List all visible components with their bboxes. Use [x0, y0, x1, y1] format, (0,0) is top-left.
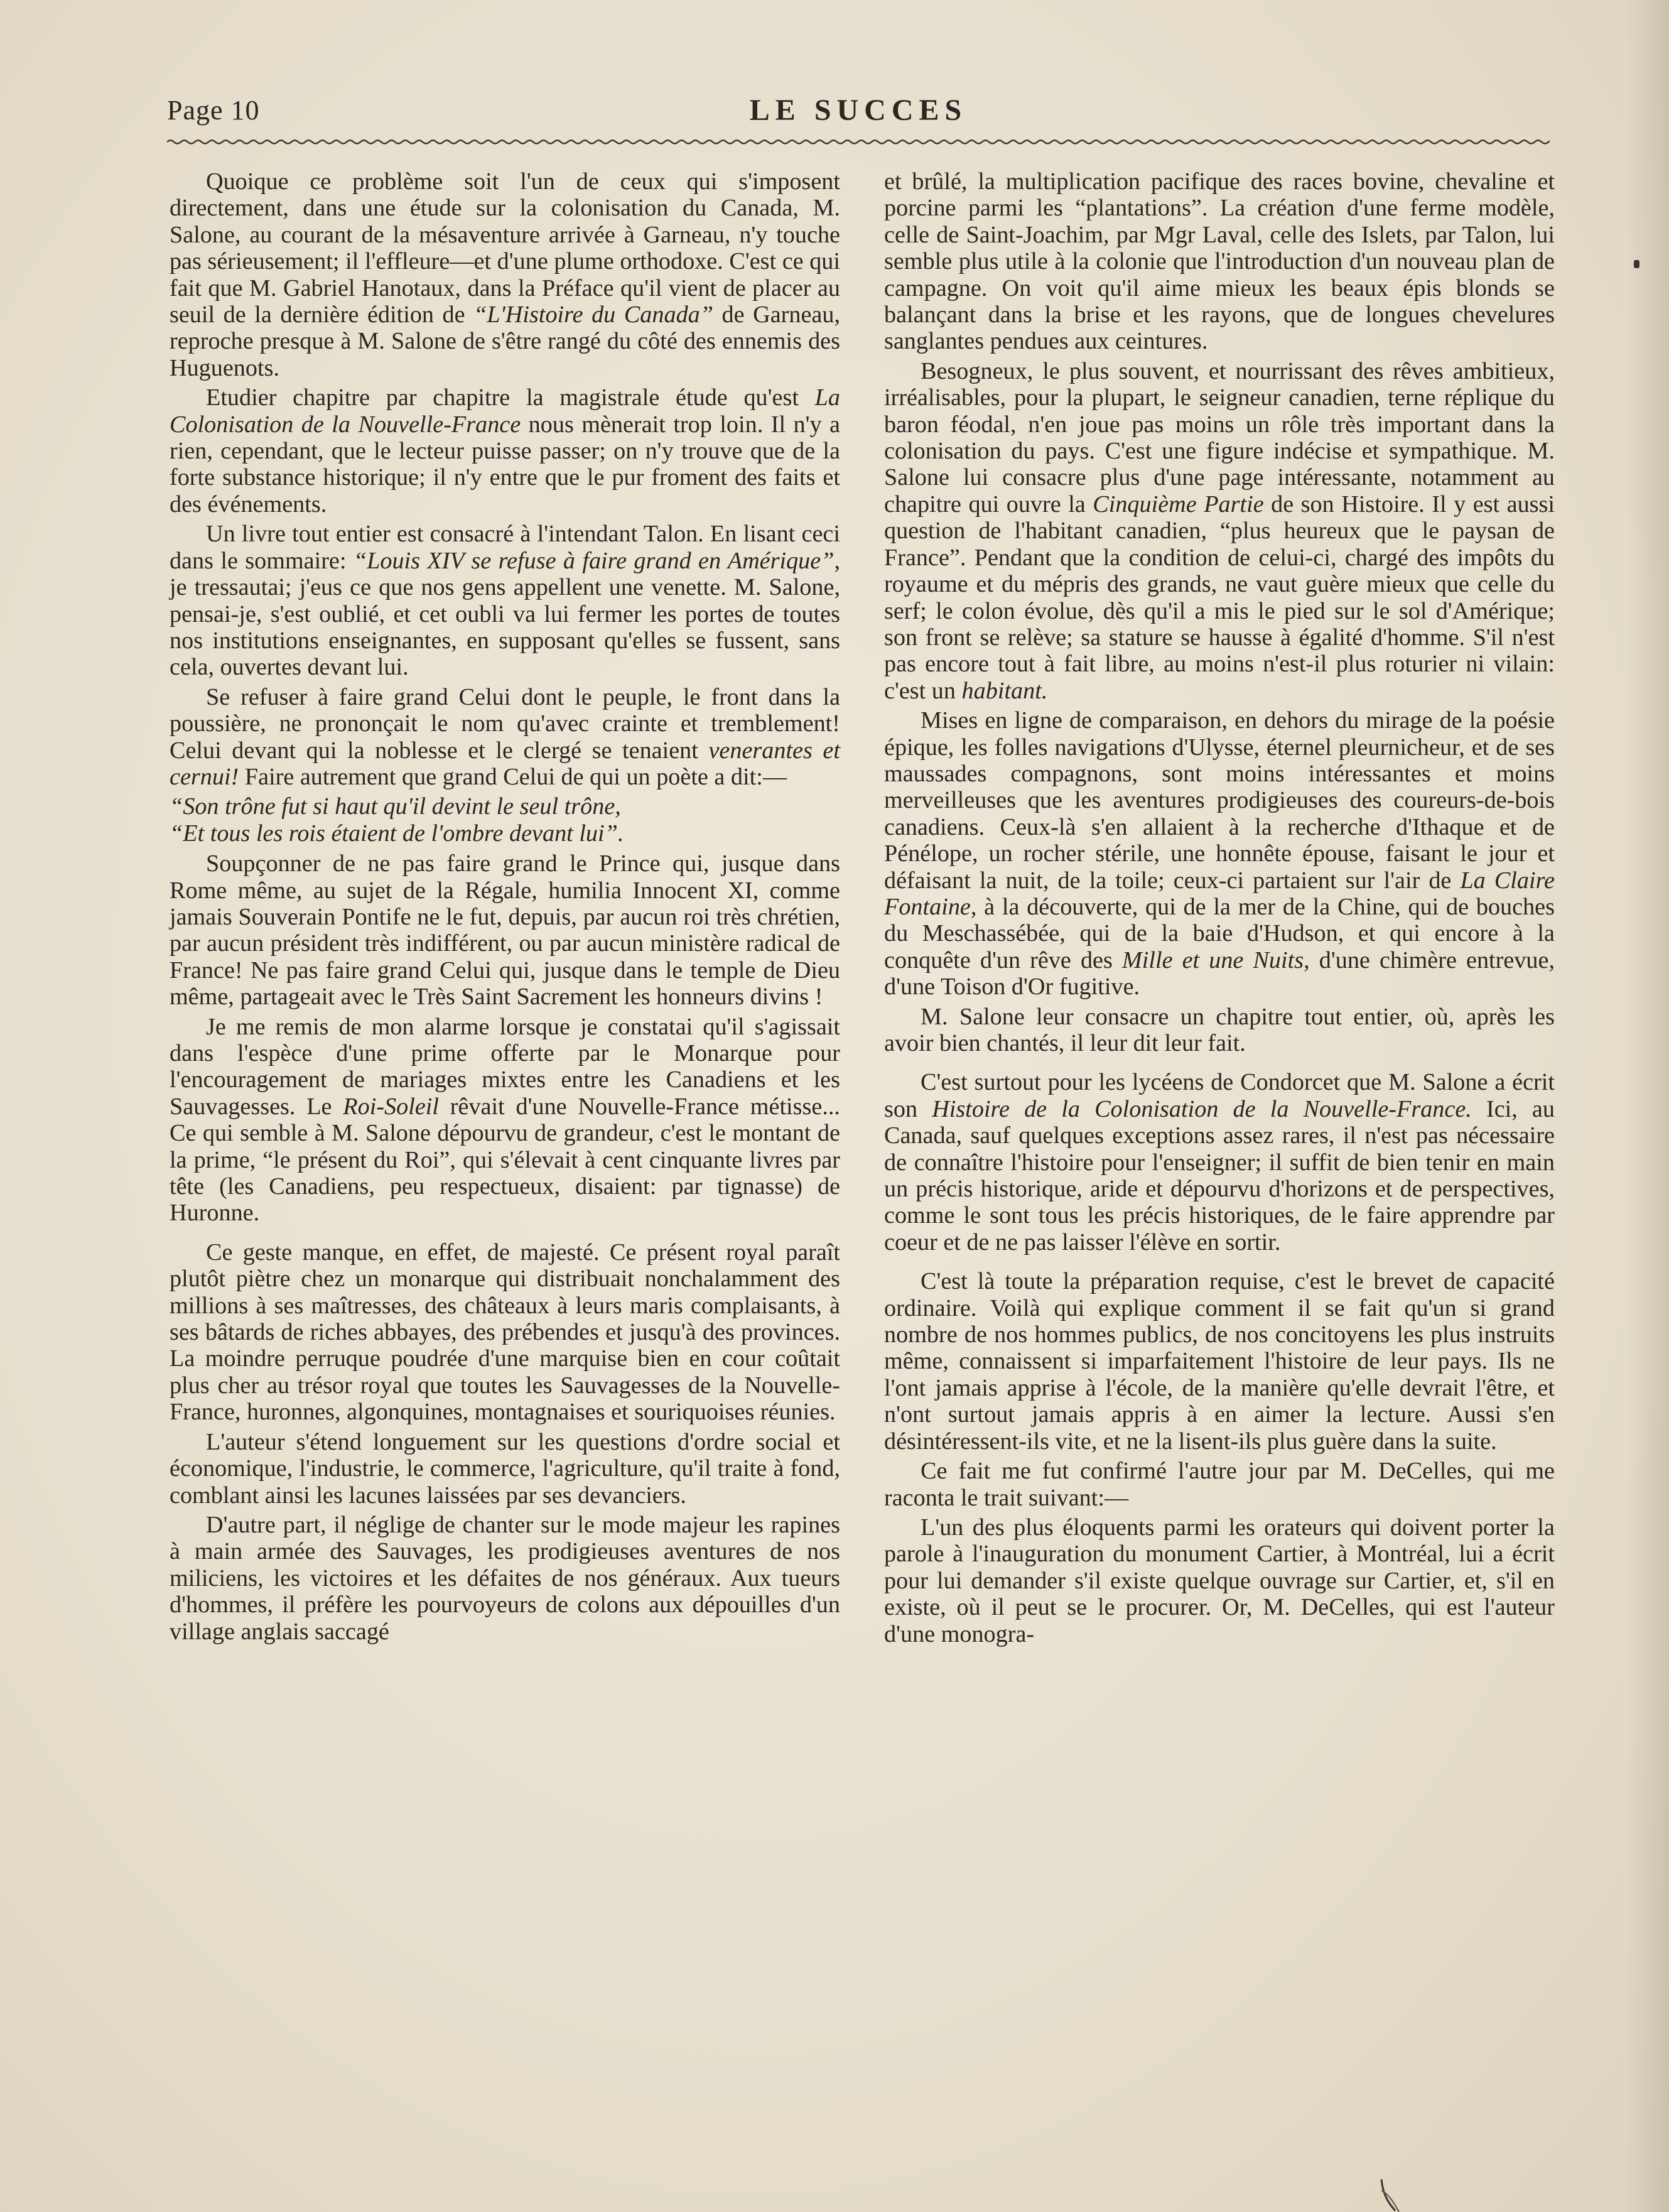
paragraph: Quoique ce problème soit l'un de ceux qui s'imposent directement, dans une étude sur la colonisation du Canada, M. Salone, au courant de la mésaventure arrivée à Garneau, n'y touche pas sérieusement; il l'effleure—et d'une plume orthodoxe. C'est ce qui fait que M. Gabriel Hanotaux, dans la Préface qu'il vient de placer au seuil de la dernière édition de “L'Histoire du Canada” de Garneau, reproche presque à M. Salone de s'être rangé du côté des ennemis des Huguenots.	[170, 168, 840, 381]
paragraph: Mises en ligne de comparaison, en dehors du mirage de la poésie épique, les folles navigations d'Ulysse, éternel pleurnicheur, et de ses maussades compagnons, sont moins intéressantes et moins merveilleuses que les aventures prodigieuses des coureurs-de-bois canadiens. Ceux-là s'en allaient à la recherche d'Ithaque et de Pénélope, un rocher stérile, une honnête épouse, faisant le jour et défaisant la nuit, de la toile; ceux-ci partaient sur l'air de La Claire Fontaine, à la découverte, qui de la mer de la Chine, qui de bouches du Meschassébée, qui de la baie d'Hudson, et qui encore à la conquête d'un rêve des Mille et une Nuits, d'une chimère entrevue, d'une Toison d'Or fugitive.	[884, 707, 1555, 1000]
verse-line: “Son trône fut si haut qu'il devint le seul trône,	[170, 793, 621, 820]
paragraph: Se refuser à faire grand Celui dont le peuple, le front dans la poussière, ne prononçait le nom qu'avec crainte et tremblement! Celui devant qui la noblesse et le clergé se tenaient venerantes et cernui! Faire autrement que grand Celui de qui un poète a dit:—	[170, 683, 840, 790]
page-edge-shadow	[1625, 0, 1669, 2212]
verse-line: “Et tous les rois étaient de l'ombre devant lui”.	[170, 820, 624, 847]
paragraph: L'un des plus éloquents parmi les orateurs qui doivent porter la parole à l'inauguration du monument Cartier, à Montréal, lui a écrit pour lui demander s'il existe quelque ouvrage sur Cartier, et, s'il en existe, où il peut se le procurer. Or, M. DeCelles, qui est l'auteur d'une monogra-	[884, 1514, 1555, 1647]
left-column	[170, 168, 840, 1648]
ink-speck	[1634, 260, 1639, 268]
paragraph: Un livre tout entier est consacré à l'intendant Talon. En lisant ceci dans le sommaire: “Louis XIV se refuse à faire grand en Amérique”, je tressautai; j'eus ce que nos gens appellent une venette. M. Salone, pensai-je, s'est oublié, et cet oubli va lui fermer les portes de toutes nos institutions enseignantes, en supposant qu'elles se fussent, sans cela, ouvertes devant lui.	[170, 521, 840, 681]
paragraph: Ce fait me fut confirmé l'autre jour par M. DeCelles, qui me raconta le trait suivant:—	[884, 1458, 1555, 1511]
paragraph: C'est là toute la préparation requise, c'est le brevet de capacité ordinaire. Voilà qui explique comment il se fait qu'un si grand nombre de nos hommes publics, de nos concitoyens les plus instruits même, connaissent si imparfaitement l'histoire de leur pays. Ils ne l'ont jamais apprise à l'école, de la manière qu'elle devrait l'être, et n'ont surtout jamais appris à en aimer la lecture. Aussi s'en désintéressent-ils vite, et ne la lisent-ils plus guère dans la suite.	[884, 1268, 1555, 1455]
paragraph: Ce geste manque, en effet, de majesté. Ce présent royal paraît plutôt piètre chez un monarque qui distribuait nonchalamment des millions à ses maîtresses, des châteaux à leurs maris complaisants, à ses bâtards de riches abbayes, des prébendes et jusqu'à des provinces. La moindre perruque poudrée d'une marquise bien en cour coûtait plus cher au trésor royal que toutes les Sauvagesses de la Nouvelle-France, huronnes, algonquines, montagnaises et souriquoises réunies.	[170, 1239, 840, 1426]
paragraph: D'autre part, il néglige de chanter sur le mode majeur les rapines à main armée des Sauvages, les prodigieuses aventures de nos miliciens, les victoires et les défaites de nos généraux. Aux tueurs d'hommes, il préfère les pourvoyeurs de colons aux dépouilles d'un village anglais saccagé	[170, 1511, 840, 1645]
paragraph: Je me remis de mon alarme lorsque je constatai qu'il s'agissait dans l'espèce d'une prime offerte par le Monarque pour l'encouragement de mariages mixtes entre les Canadiens et les Sauvagesses. Le Roi-Soleil rêvait d'une Nouvelle-France métisse... Ce qui semble à M. Salone dépourvu de grandeur, c'est le montant de la prime, “le présent du Roi”, qui s'élevait à cent cinquante livres par tête (les Canadiens, peu respectueux, disaient: par tignasse) de Huronne.	[170, 1013, 840, 1227]
paragraph: Soupçonner de ne pas faire grand le Prince qui, jusque dans Rome même, au sujet de la Régale, humilia Innocent XI, comme jamais Souverain Pontife ne le fut, depuis, par aucun roi très chrétien, par aucun président très indifférent, ou par aucun ministère radical de France! Ne pas faire grand Celui qui, jusque dans le temple de Dieu même, partageait avec le Très Saint Sacrement les honneurs divins !	[170, 850, 840, 1011]
page-header	[167, 94, 1550, 138]
paragraph: C'est surtout pour les lycéens de Condorcet que M. Salone a écrit son Histoire de la Colonisation de la Nouvelle-France. Ici, au Canada, sauf quelques exceptions assez rares, il n'est pas nécessaire de connaître l'histoire pour l'enseigner; il suffit de bien tenir en main un précis historique, aride et dépourvu d'horizons et de perspectives, comme le sont tous les précis historiques, de le faire apprendre par coeur et de ne pas laisser l'élève en sortir.	[884, 1069, 1555, 1255]
paragraph: et brûlé, la multiplication pacifique des races bovine, chevaline et porcine parmi les “plantations”. La création d'une ferme modèle, celle de Saint-Joachim, par Mgr Laval, celle des Islets, par Talon, lui semble plus utile à la colonie que l'introduction d'un nouveau plan de campagne. On voit qu'il aime mieux les beaux épis blonds se balançant dans la brise et les rayons, que de longues chevelures sanglantes pendues aux ceintures.	[884, 168, 1555, 355]
page-number: Page 10	[167, 95, 260, 126]
right-column	[884, 168, 1555, 1651]
paragraph: M. Salone leur consacre un chapitre tout entier, où, après les avoir bien chantés, il leur dit leur fait.	[884, 1003, 1555, 1056]
paragraph: Etudier chapitre par chapitre la magistrale étude qu'est La Colonisation de la Nouvelle-France nous mènerait trop loin. Il n'y a rien, cependant, que le lecteur puisse passer; on n'y trouve que de la forte substance historique; il n'y entre que le pur froment des faits et des événements.	[170, 384, 840, 518]
journal-title: LE SUCCES	[749, 94, 968, 127]
decorative-wavy-rule	[167, 134, 1550, 149]
paragraph: Besogneux, le plus souvent, et nourrissant des rêves ambitieux, irréalisables, pour la plupart, le seigneur canadien, terne réplique du baron féodal, n'en joue pas moins un rôle très important dans la colonisation du pays. C'est une figure indécise et sympathique. M. Salone lui consacre plus d'une page intéressante, notamment au chapitre qui ouvre la Cinquième Partie de son Histoire. Il y est aussi question de l'habitant canadien, “plus heureux que le paysan de France”. Pendant que la condition de celui-ci, chargé des impôts du royaume et du mépris des grands, ne vaut guère mieux que celle du serf; le colon évolue, dès qu'il a mis le pied sur le sol d'Amérique; son front se relève; sa stature se hausse à égalité d'homme. S'il n'est pas encore tout à fait libre, au moins n'est-il plus roturier ni vilain: c'est un habitant.	[884, 357, 1555, 704]
paragraph: L'auteur s'étend longuement sur les questions d'ordre social et économique, l'industrie, le commerce, l'agriculture, qu'il traite à fond, comblant ainsi les lacunes laissées par ses devanciers.	[170, 1428, 840, 1509]
torn-edge-mark	[1376, 2178, 1402, 2212]
